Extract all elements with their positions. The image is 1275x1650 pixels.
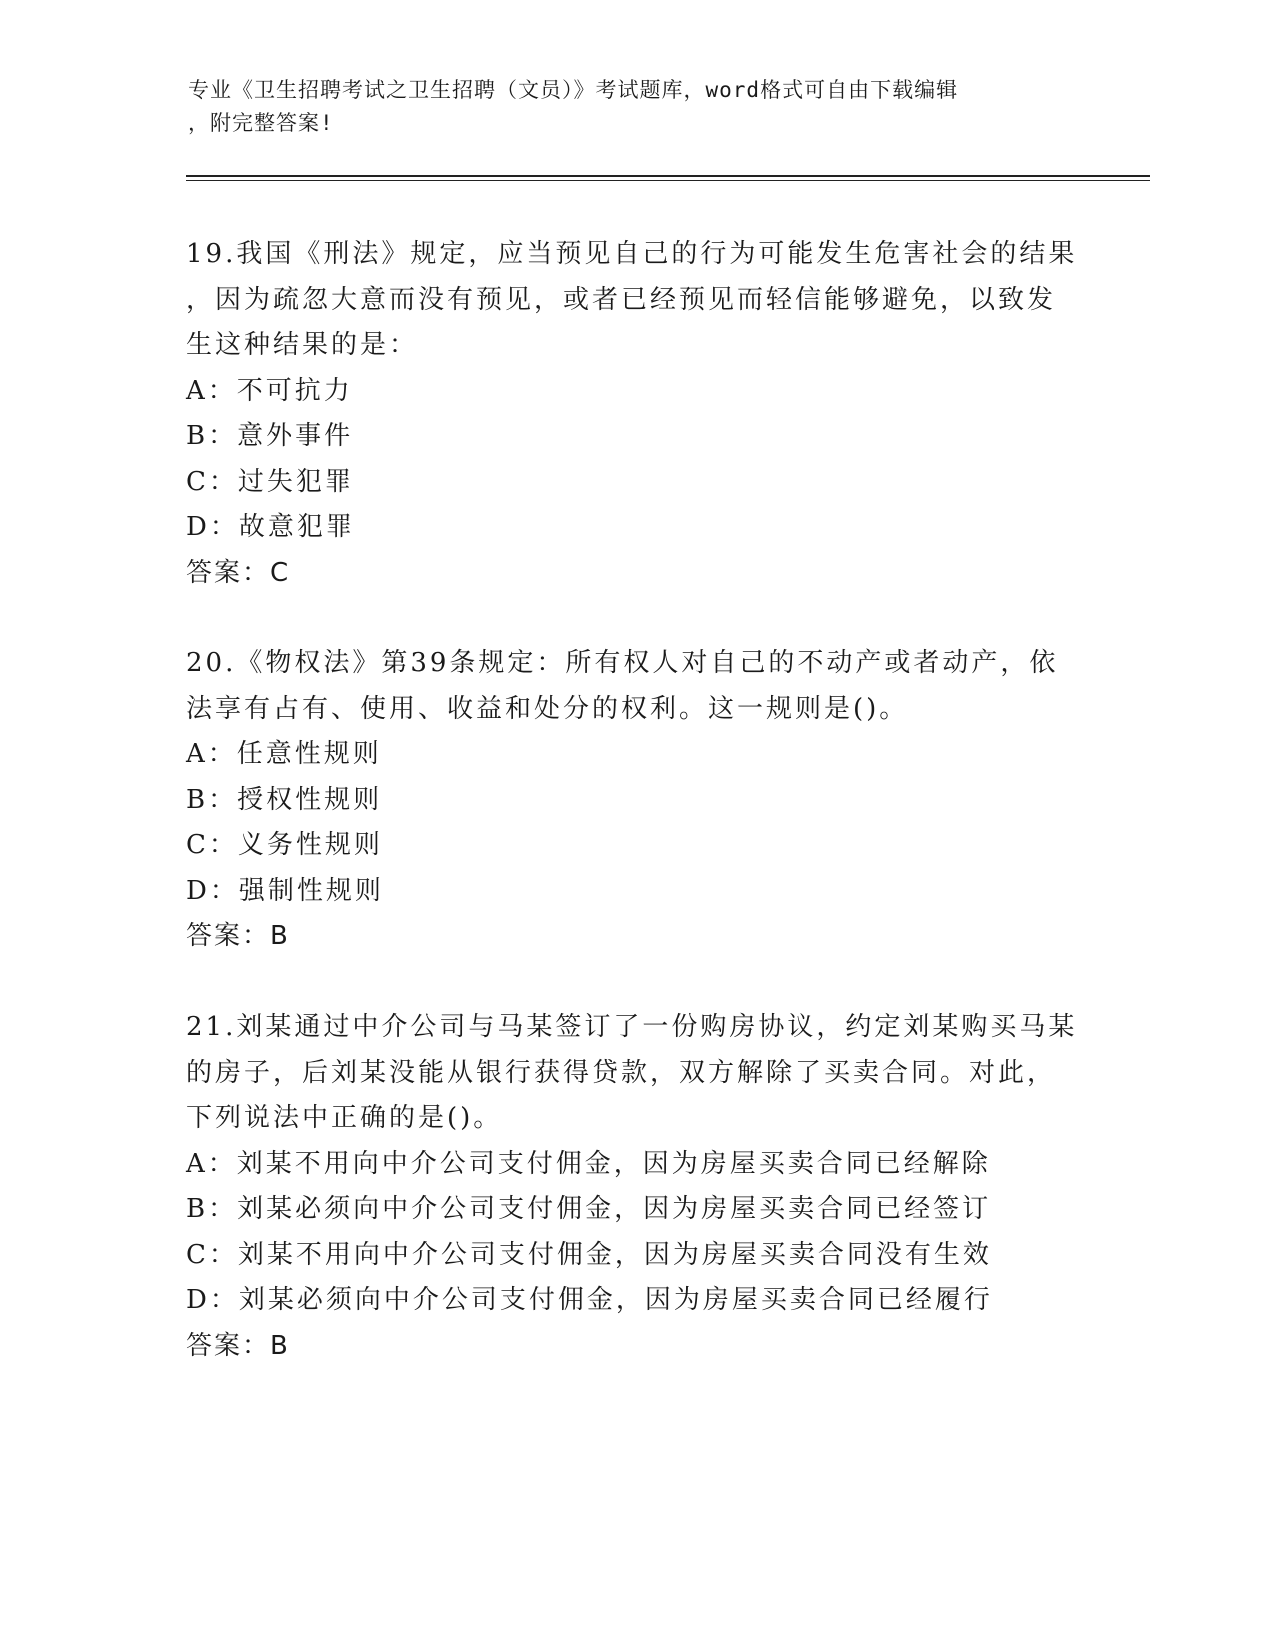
header-line-1: 专业《卫生招聘考试之卫生招聘（文员）》考试题库，word格式可自由下载编辑 [188,78,959,102]
question-stem-line: 法享有占有、使用、收益和处分的权利。这一规则是()。 [186,693,909,724]
question-stem-line: 20.《物权法》第39条规定：所有权人对自己的不动产或者动产，依 [186,648,1059,678]
option-c: C：过失犯罪 [186,466,354,497]
question-stem-line: ，因为疏忽大意而没有预见，或者已经预见而轻信能够避免，以致发 [186,284,1057,315]
answer-line: 答案：C [186,557,291,588]
option-b: B：授权性规则 [186,784,383,815]
header-divider-thick [186,175,1150,177]
question-20 [186,641,1086,960]
option-a: A：不可抗力 [186,375,353,406]
option-b: B：意外事件 [186,421,354,451]
option-a: A：任意性规则 [186,739,382,769]
question-stem-line: 19.我国《刑法》规定，应当预见自己的行为可能发生危害社会的结果 [186,239,1078,269]
question-stem-line: 生这种结果的是： [186,330,419,360]
answer-line: 答案：B [186,1330,290,1361]
header-line-2: ，附完整答案! [188,111,334,135]
option-c: C：刘某不用向中介公司支付佣金，因为房屋买卖合同没有生效 [186,1239,992,1270]
option-d: D：故意犯罪 [186,512,355,542]
option-a: A：刘某不用向中介公司支付佣金，因为房屋买卖合同已经解除 [186,1148,991,1179]
option-d: D：强制性规则 [186,875,384,906]
answer-line: 答案：B [186,921,290,951]
option-c: C：义务性规则 [186,830,383,860]
question-stem-line: 21.刘某通过中介公司与马某签订了一份购房协议，约定刘某购买马某 [186,1012,1078,1042]
question-stem-line: 的房子，后刘某没能从银行获得贷款，双方解除了买卖合同。对此， [186,1057,1057,1088]
option-b: B：刘某必须向中介公司支付佣金，因为房屋买卖合同已经签订 [186,1194,992,1224]
question-19 [186,232,1086,596]
question-stem-line: 下列说法中正确的是()。 [186,1103,503,1133]
header-divider-thin [186,180,1150,181]
question-21 [186,1005,1086,1369]
option-d: D：刘某必须向中介公司支付佣金，因为房屋买卖合同已经履行 [186,1285,993,1315]
document-header [188,74,1068,140]
